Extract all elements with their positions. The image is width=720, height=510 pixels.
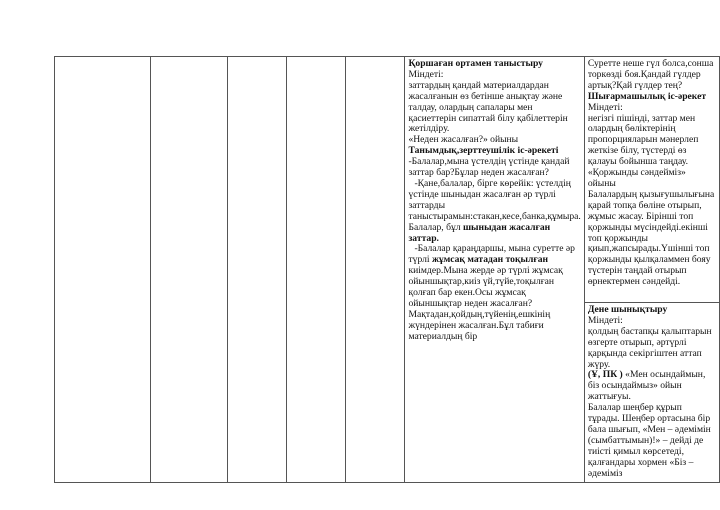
activity-heading: Танымдық,зерттеушілік іс-әрекеті (408, 145, 559, 157)
pe-rules-text: Балалар шеңбер құрып тұрады. Шеңбер ортасына бір бала шығып, «Мен – әдемімін (сымбаттымын)!» – дейді де тиісті қимыл көрсетеді, қалғандары хормен «Біз – әдеміміз (587, 402, 711, 479)
soft-items-paragraph (408, 244, 580, 309)
empty-cell-5 (345, 57, 405, 483)
game-text: «Мен осындаймын, біз осындаймыз» ойын жаттығуы. (587, 369, 706, 403)
environment-heading: Қоршаған ортамен таныстыру (408, 58, 543, 69)
soft-intro-text: -Балалар қараңдаршы, мына суретте әр түрлі (408, 243, 575, 266)
empty-cell-3 (227, 57, 287, 483)
soft-bold-text: жұмсақ матадан тоқылған (431, 254, 549, 266)
creative-line: Балалардың қызығушылығына қарай топқа бөліне отырып, жұмыс жасау. Бірінші топ қоржынды мүсіндейді.екінші топ қоржынды қиып,жапсырады.Үшінші топ қоржынды қылқаламмен бояу түстерін таңдай отырып өрнектермен сәндейді. (587, 188, 715, 288)
creative-line: «Қоржынды сәндейміз» ойыны (587, 167, 686, 189)
environment-line: «Неден жасалған?» ойыны (408, 134, 519, 146)
lesson-plan-table (54, 56, 720, 483)
pe-cell (584, 303, 719, 483)
pe-heading: Дене шынықтыру (587, 304, 668, 315)
flowers-task-text: Суретте неше гүл болса,сонша торкөзді боя.Қандай гүлдер артық?Қай гүлдер тең? (587, 58, 714, 91)
environment-line: заттардың қандай материалдардан жасалғанын өз бетінше анықтау және талдау, олардың сапалары мен қасиеттерін сипаттай білу қабілеттерін жетілдіру. (408, 79, 568, 135)
environment-line: Міндеті: (408, 68, 444, 80)
empty-cell-1 (55, 57, 151, 483)
creative-line: негізгі пішінді, заттар мен олардың бөліктерінің пропорцияларын мәнерлеп жеткізе білу, түстерді өз қалауы бойынша таңдау. (587, 112, 699, 168)
creative-cell (584, 57, 719, 303)
environment-cell (405, 57, 584, 483)
table-row (55, 57, 720, 303)
empty-cell-4 (287, 57, 346, 483)
game-code-text: (Ұ, ПК ) (587, 369, 623, 381)
soft-rest-text: киімдер.Мына жерде әр түрлі жұмсақ ойыншықтар,киіз үй,түйе,тоқылған қолғап бар екен.Осы жұмсақ ойыншықтар неден жасалған? (408, 265, 563, 309)
glass-items-paragraph (408, 223, 580, 245)
activity-line: -Балалар,мына үстелдің үстінде қандай заттар бар?Бұлар неден жасалған? (408, 156, 570, 179)
closing-paragraph: Мақтадан,қойдың,түйенің,ешкінің жүндерінен жасалған.Бұл табиғи материалдың бір (408, 308, 551, 342)
creative-heading: Шығармашылық іс-әрекет (587, 90, 707, 102)
empty-cell-2 (151, 57, 227, 483)
pe-line: қолдың бастапқы қалыптарын өзгерте отырып, әртүрлі қарқында секіргіштен аттап жүру. (587, 325, 712, 370)
glass-bold-text: шыныдан жасалған заттар. (408, 221, 551, 244)
pe-game-paragraph (588, 370, 716, 403)
creative-line: Міндеті: (587, 101, 623, 113)
glass-intro-text: Балалар, бұл (408, 221, 463, 233)
activity-line: -Қане,балалар, бірге көрейік: үстелдің үстінде шыныдан жасалған әр түрлі заттарды таныстырамын:стакан,кесе,банка,құмыра. (408, 177, 581, 222)
pe-line: Міндеті: (587, 314, 623, 326)
